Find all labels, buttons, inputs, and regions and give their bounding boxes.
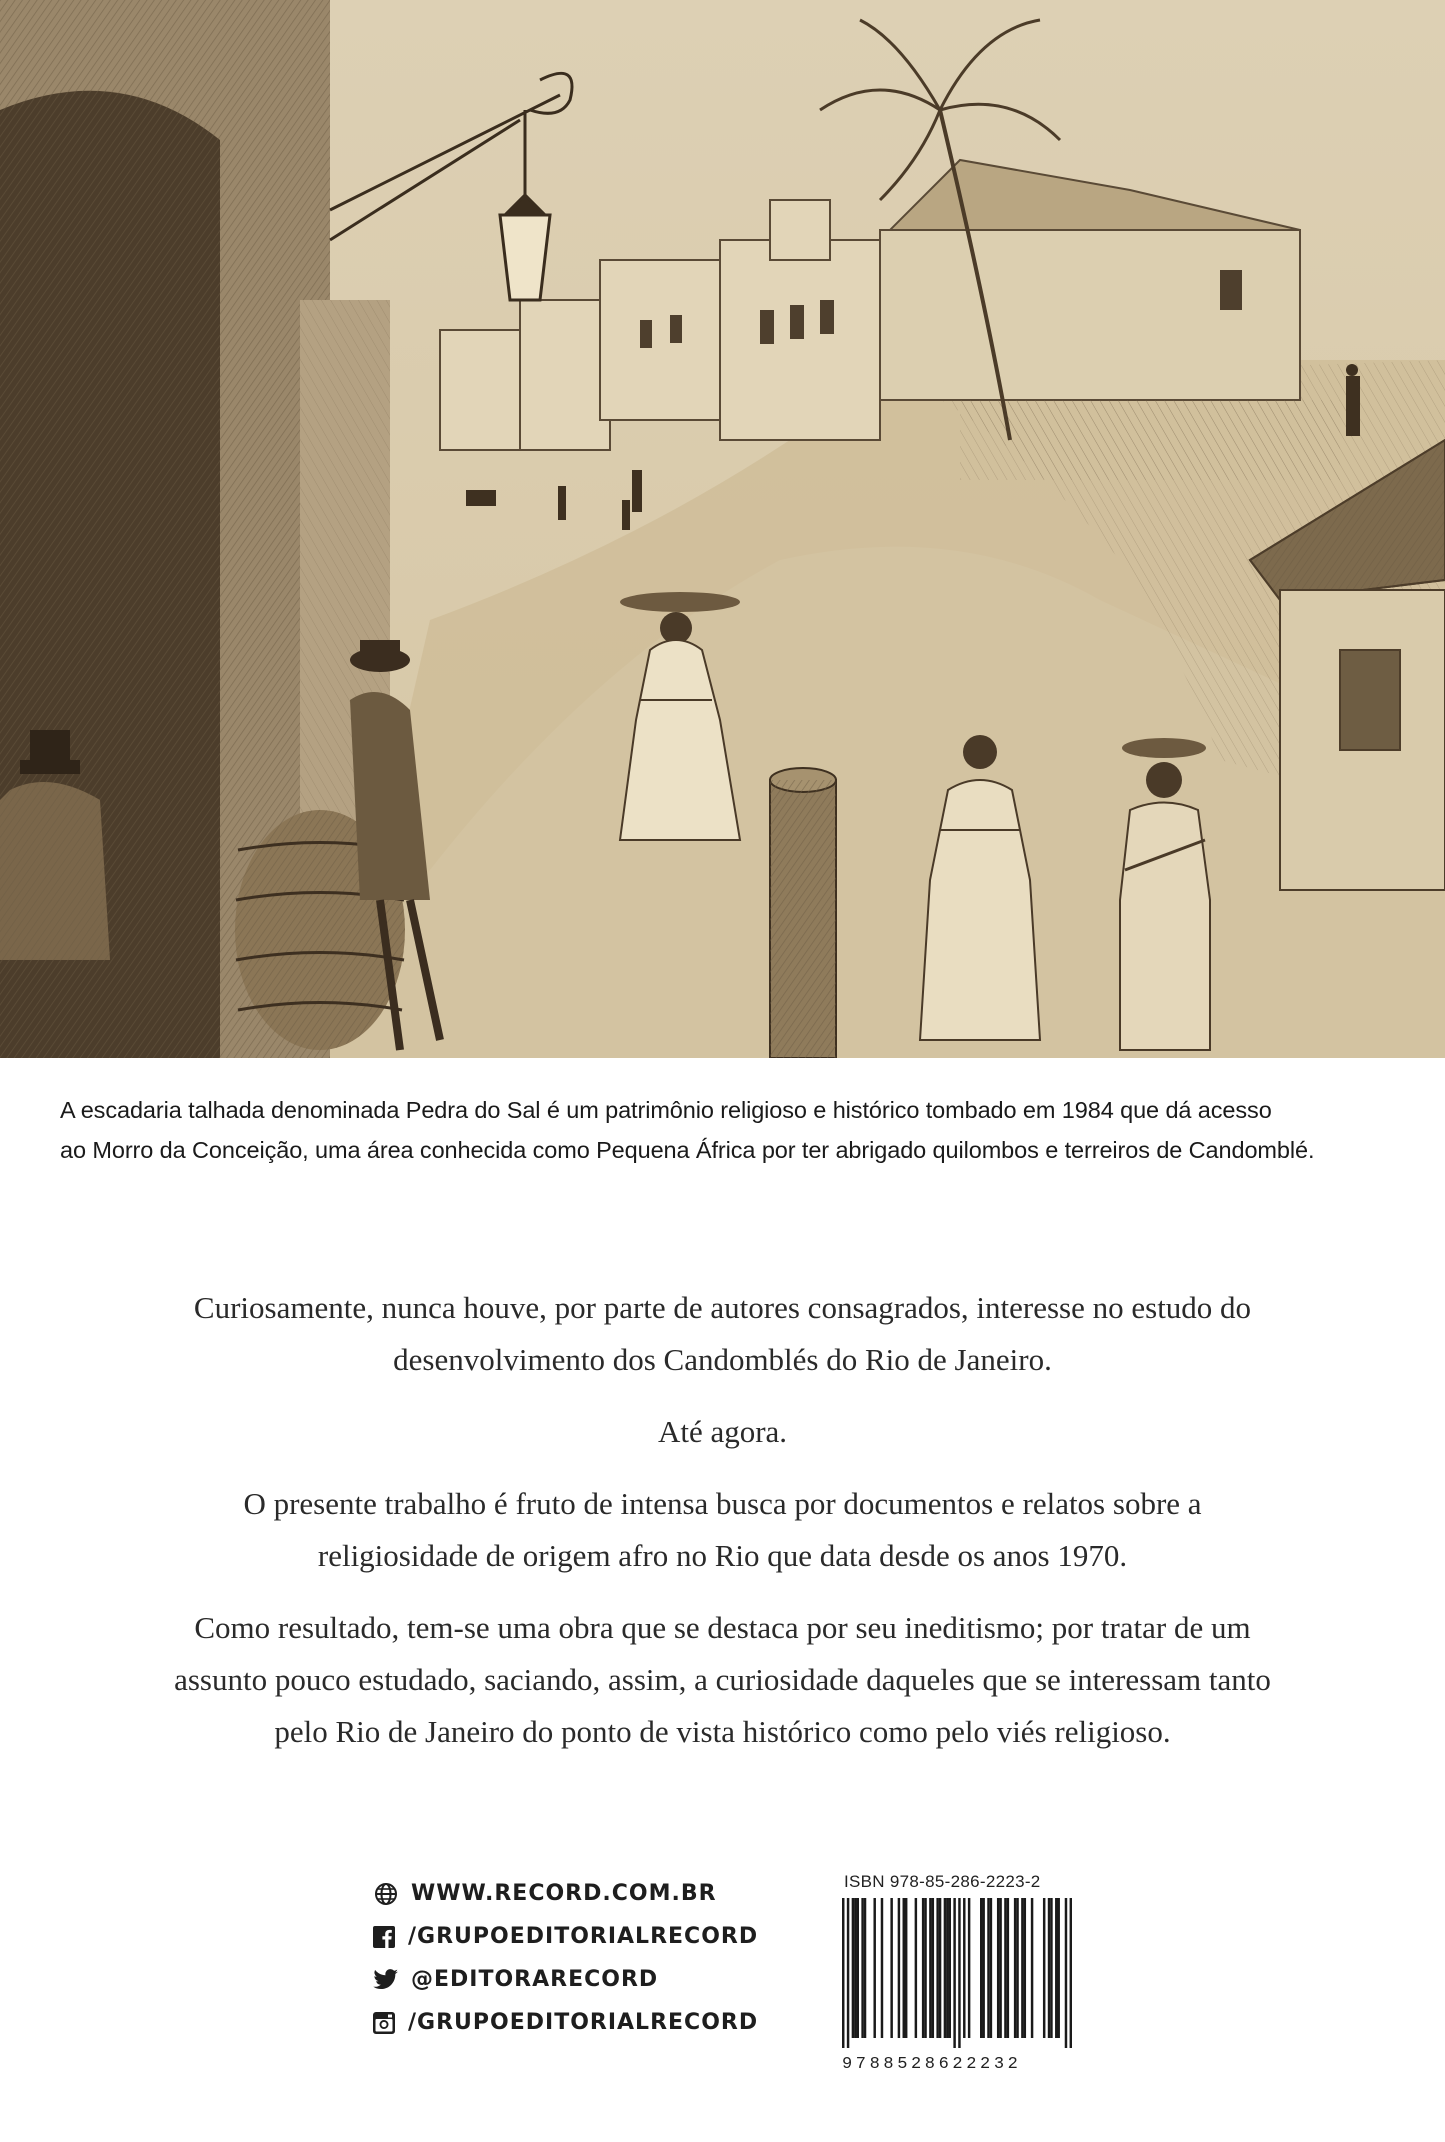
- street-scene-engraving: [0, 0, 1445, 1058]
- barcode-bar: [982, 1898, 984, 2038]
- barcode-bar: [1048, 1898, 1050, 2038]
- barcode-bar: [958, 1898, 960, 2048]
- blurb-line: desenvolvimento dos Candomblés do Rio de Janeiro.: [393, 1342, 1052, 1377]
- twitter-text: @EDITORARECORD: [411, 1967, 659, 1992]
- barcode-bar: [1024, 1898, 1026, 2038]
- barcode-bar: [861, 1898, 863, 2038]
- barcode-bar: [944, 1898, 946, 2038]
- barcode-bar: [1070, 1898, 1072, 2048]
- barcode-bar: [1016, 1898, 1018, 2038]
- barcode-bar: [1004, 1898, 1006, 2038]
- barcode-bar: [915, 1898, 917, 2038]
- blurb-line: Curiosamente, nunca houve, por parte de autores consagrados, interesse no estudo do: [193, 1290, 1252, 1325]
- barcode-bar: [881, 1898, 883, 2038]
- barcode-bar: [987, 1898, 989, 2038]
- twitter-icon: [372, 1966, 399, 1993]
- barcode-bar: [939, 1898, 941, 2038]
- publisher-social-links: [372, 1872, 759, 2044]
- instagram-icon: [372, 2009, 396, 2036]
- caption-line-1: A escadaria talhada denominada Pedra do Sal é um patrimônio religioso e histórico tombado em 1984 que dá acesso: [60, 1097, 1272, 1123]
- barcode-bar: [1007, 1898, 1009, 2038]
- blurb-line: O presente trabalho é fruto de intensa busca por documentos e relatos sobre a: [243, 1486, 1202, 1521]
- barcode-bar: [946, 1898, 948, 2038]
- barcode-bar: [847, 1898, 849, 2048]
- barcode-bar: [852, 1898, 854, 2038]
- barcode-bar: [1055, 1898, 1057, 2038]
- barcode-bar: [873, 1898, 875, 2038]
- twitter-link[interactable]: [372, 1958, 752, 2001]
- facebook-text: /GRUPOEDITORIALRECORD: [408, 1924, 759, 1949]
- barcode-bar: [922, 1898, 924, 2038]
- barcode-bar: [999, 1898, 1001, 2038]
- barcode-bar: [854, 1898, 856, 2038]
- barcode-bar: [968, 1898, 970, 2038]
- barcode-bar: [842, 1898, 844, 2048]
- blurb-paragraph-2: [120, 1406, 1325, 1458]
- stone-bollard: [770, 768, 836, 1058]
- globe-icon: [372, 1880, 399, 1907]
- image-caption: [60, 1090, 1400, 1170]
- blurb-paragraph-4: [120, 1602, 1325, 1758]
- caption-line-2: ao Morro da Conceição, uma área conhecida como Pequena África por ter abrigado quilombos e terreiros de Candomblé.: [60, 1137, 1315, 1163]
- barcode-bar: [857, 1898, 859, 2038]
- website-link[interactable]: [372, 1872, 752, 1915]
- barcode-bar: [1043, 1898, 1045, 2038]
- blurb-line: religiosidade de origem afro no Rio que data desde os anos 1970.: [317, 1538, 1128, 1573]
- barcode-bar: [980, 1898, 982, 2038]
- instagram-text: /GRUPOEDITORIALRECORD: [408, 2010, 759, 2035]
- blurb-line: Como resultado, tem-se uma obra que se destaca por seu ineditismo; por tratar de um: [194, 1610, 1251, 1645]
- blurb-line: assunto pouco estudado, saciando, assim, a curiosidade daqueles que se interessam tanto: [174, 1662, 1271, 1697]
- cover-illustration: [0, 0, 1445, 1058]
- blurb-paragraph-1: [120, 1282, 1325, 1386]
- barcode-bar: [898, 1898, 900, 2038]
- barcode-bar: [929, 1898, 931, 2038]
- barcode-digits: 9788528622232: [842, 2055, 1022, 2074]
- facebook-icon: [372, 1923, 396, 1950]
- barcode-bar: [905, 1898, 907, 2038]
- barcode-bar: [864, 1898, 866, 2038]
- barcode-bar: [1050, 1898, 1052, 2038]
- isbn-barcode-block: [842, 1872, 1074, 2074]
- barcode-bar: [997, 1898, 999, 2038]
- website-text: WWW.RECORD.COM.BR: [411, 1881, 717, 1906]
- barcode-bar: [924, 1898, 926, 2038]
- barcode-bar: [1057, 1898, 1059, 2038]
- blurb-paragraph-3: [120, 1478, 1325, 1582]
- barcode-bar: [963, 1898, 965, 2038]
- barcode-bar: [903, 1898, 905, 2038]
- barcode-bar: [1065, 1898, 1067, 2048]
- barcode-bar: [953, 1898, 955, 2048]
- barcode-bar: [936, 1898, 938, 2038]
- facebook-link[interactable]: [372, 1915, 759, 1958]
- barcode-bar: [890, 1898, 892, 2038]
- instagram-link[interactable]: [372, 2001, 759, 2044]
- barcode: [842, 1898, 1072, 2048]
- barcode-bar: [1021, 1898, 1023, 2038]
- barcode-bar: [1014, 1898, 1016, 2038]
- barcode-bar: [949, 1898, 951, 2038]
- back-cover-blurb: [120, 1282, 1325, 1778]
- isbn-label: ISBN 978-85-286-2223-2: [844, 1872, 1041, 1891]
- barcode-bar: [990, 1898, 992, 2038]
- barcode-bar: [1031, 1898, 1033, 2038]
- blurb-line: pelo Rio de Janeiro do ponto de vista histórico como pelo viés religioso.: [274, 1714, 1171, 1749]
- barcode-bar: [932, 1898, 934, 2038]
- blurb-line: Até agora.: [657, 1414, 788, 1449]
